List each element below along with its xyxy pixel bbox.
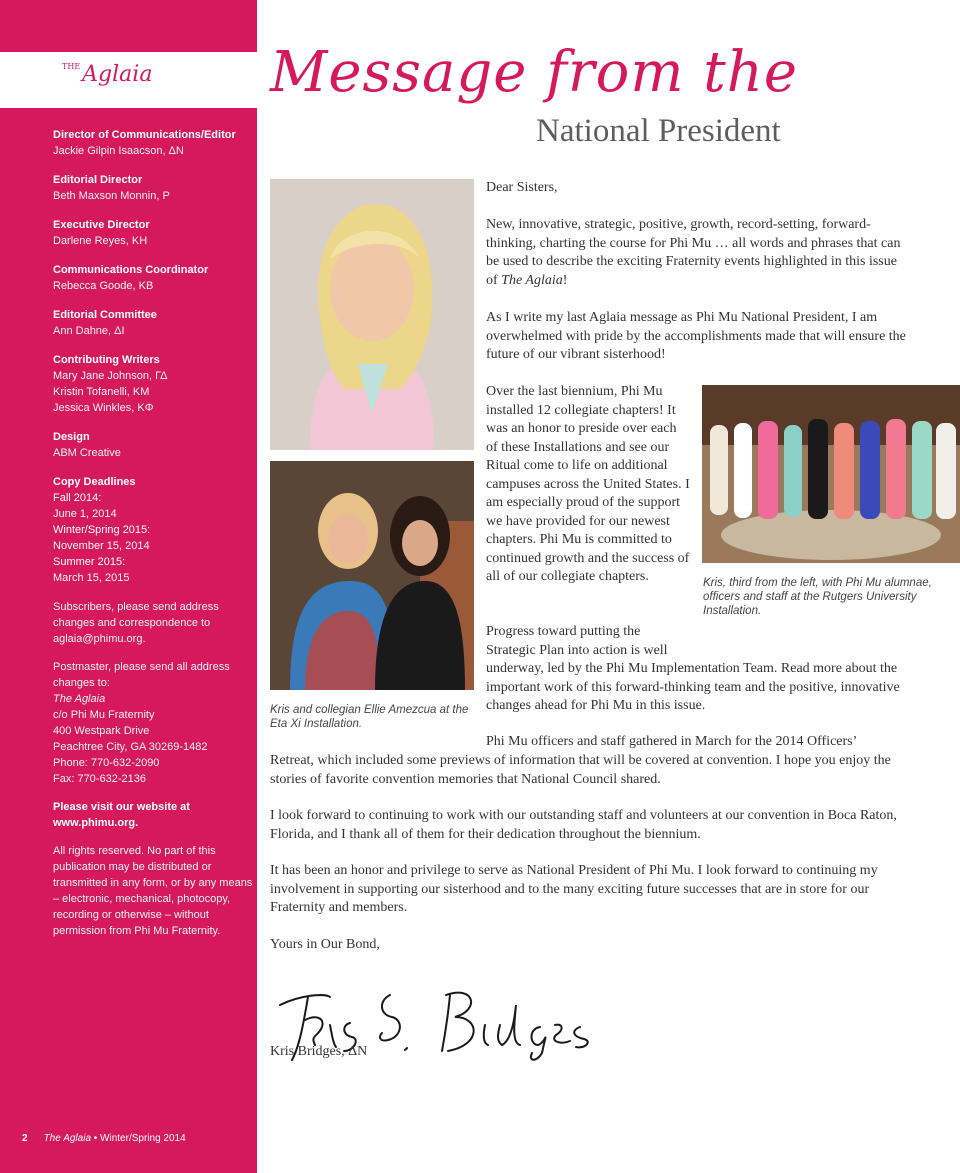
staff-title: Contributing Writers (53, 354, 160, 366)
postmaster-note (53, 659, 253, 787)
address-line: 400 Westpark Drive (53, 725, 150, 737)
deadline-date: November 15, 2014 (53, 540, 150, 552)
staff-name: Kristin Tofanelli, KM (53, 386, 150, 398)
letter-greeting: Dear Sisters, (486, 180, 558, 195)
letter-paragraph: I look forward to continuing to work with our outstanding staff and volunteers at our convention in Boca Raton, Florida, and I thank all of them for their dedication throughout the biennium. (270, 808, 897, 842)
page-subtitle: National President (536, 113, 781, 149)
aglaia-logo: $^{THE}$Aglaia (62, 62, 153, 87)
staff-name: Darlene Reyes, KH (53, 235, 148, 247)
deadline-label: Fall 2014: (53, 492, 102, 504)
staff-name: Jessica Winkles, KΦ (53, 402, 154, 414)
rights-notice: All rights reserved. No part of this publication may be distributed or transmitted in any form, or by any means – electronic, mechanical, photocopy, recording or otherwise – without permission from Phi Mu Fraternity. (53, 845, 253, 937)
address-line: Peachtree City, GA 30269-1482 (53, 741, 208, 753)
deadline-label: Summer 2015: (53, 556, 126, 568)
staff-name: Jackie Gilpin Isaacson, ΔN (53, 145, 184, 157)
staff-name: ABM Creative (53, 447, 121, 459)
staff-contributing-writers (53, 352, 253, 416)
address-line: Phone: 770-632-2090 (53, 757, 160, 769)
staff-editor (53, 127, 253, 159)
staff-title: Director of Communications/Editor (53, 129, 236, 141)
staff-editorial-committee (53, 307, 253, 339)
website-link[interactable]: Please visit our website at www.phimu.org. (53, 801, 190, 829)
deadline-label: Winter/Spring 2015: (53, 524, 151, 536)
staff-name: Ann Dahne, ΔI (53, 325, 125, 337)
postmaster-publication: The Aglaia (53, 693, 106, 705)
staff-title: Design (53, 431, 90, 443)
footer-publication: The Aglaia (43, 1133, 91, 1144)
subscribers-note: Subscribers, please send address changes and correspondence to aglaia@phimu.org. (53, 601, 219, 645)
photo-caption: Kris, third from the left, with Phi Mu alumnae, officers and staff at the Rutgers University Installation. (703, 577, 932, 617)
page-number: 2 (22, 1133, 28, 1144)
staff-editorial-director (53, 172, 253, 204)
copy-deadlines (53, 474, 253, 586)
letter-paragraph: Phi Mu officers and staff gathered in March for the 2014 Officers’ (486, 734, 858, 749)
staff-executive-director (53, 217, 253, 249)
address-line: Fax: 770-632-2136 (53, 773, 146, 785)
footer-issue: • Winter/Spring 2014 (91, 1133, 186, 1144)
letter-paragraph: Progress toward putting the Strategic Plan into action is well (486, 624, 668, 658)
letter-paragraph: It has been an honor and privilege to serve as National President of Phi Mu. I look forward to continuing my involvement in supporting our sisterhood and to the many exciting future successes that are in store for our Fraternity and members. (270, 863, 878, 915)
staff-name: Rebecca Goode, KB (53, 280, 154, 292)
staff-title: Executive Director (53, 219, 150, 231)
staff-title: Editorial Director (53, 174, 143, 186)
address-line: c/o Phi Mu Fraternity (53, 709, 155, 721)
deadline-date: March 15, 2015 (53, 572, 130, 584)
group-installation-photo (702, 385, 960, 563)
staff-name: Mary Jane Johnson, ΓΔ (53, 370, 168, 382)
postmaster-intro: Postmaster, please send all address changes to: (53, 661, 230, 689)
letter-closing: Yours in Our Bond, (270, 937, 380, 952)
masthead-content (53, 127, 253, 939)
deadline-date: June 1, 2014 (53, 508, 117, 520)
page-title: Message from the (270, 40, 798, 105)
letter-paragraph: Retreat, which included some previews of information that will be covered at convention. I hope you enjoy the stories of favorite convention memories that National Council shared. (270, 753, 891, 787)
staff-design (53, 429, 253, 461)
page-footer (22, 1133, 186, 1144)
letter-paragraph: As I write my last Aglaia message as Phi Mu National President, I am overwhelmed with pride by the accomplishments made that will ensure the future of our vibrant sisterhood! (486, 310, 906, 362)
letter-paragraph: New, innovative, strategic, positive, growth, record-setting, forward-thinking, charting the course for Phi Mu … all words and phrases that can be used to describe the exciting Fraternity events highlighted in this issue of The Aglaia! (486, 217, 901, 288)
staff-name: Beth Maxson Monnin, P (53, 190, 170, 202)
president-portrait-photo (270, 179, 474, 450)
letter-paragraph: Over the last biennium, Phi Mu installed 12 collegiate chapters! It was an honor to preside over each of these Installations and see our Ritual come to life on additional campuses across the United States. I am especially proud of the support we have provided for our newest chapters. Phi Mu is committed to continued growth and the success of all of our collegiate chapters. (486, 384, 690, 584)
letter-signoff: Kris Bridges, ΔN (270, 1044, 368, 1059)
staff-communications-coordinator (53, 262, 253, 294)
staff-title: Editorial Committee (53, 309, 157, 321)
letter-paragraph: underway, led by the Phi Mu Implementation Team. Read more about the important work of this forward-thinking team and the positive, innovative changes ahead for Phi Mu in this issue. (486, 661, 900, 713)
photo-caption: Kris and collegian Ellie Amezcua at the Eta Xi Installation. (270, 704, 469, 730)
installation-photo (270, 461, 474, 690)
deadlines-title: Copy Deadlines (53, 476, 136, 488)
staff-title: Communications Coordinator (53, 264, 209, 276)
